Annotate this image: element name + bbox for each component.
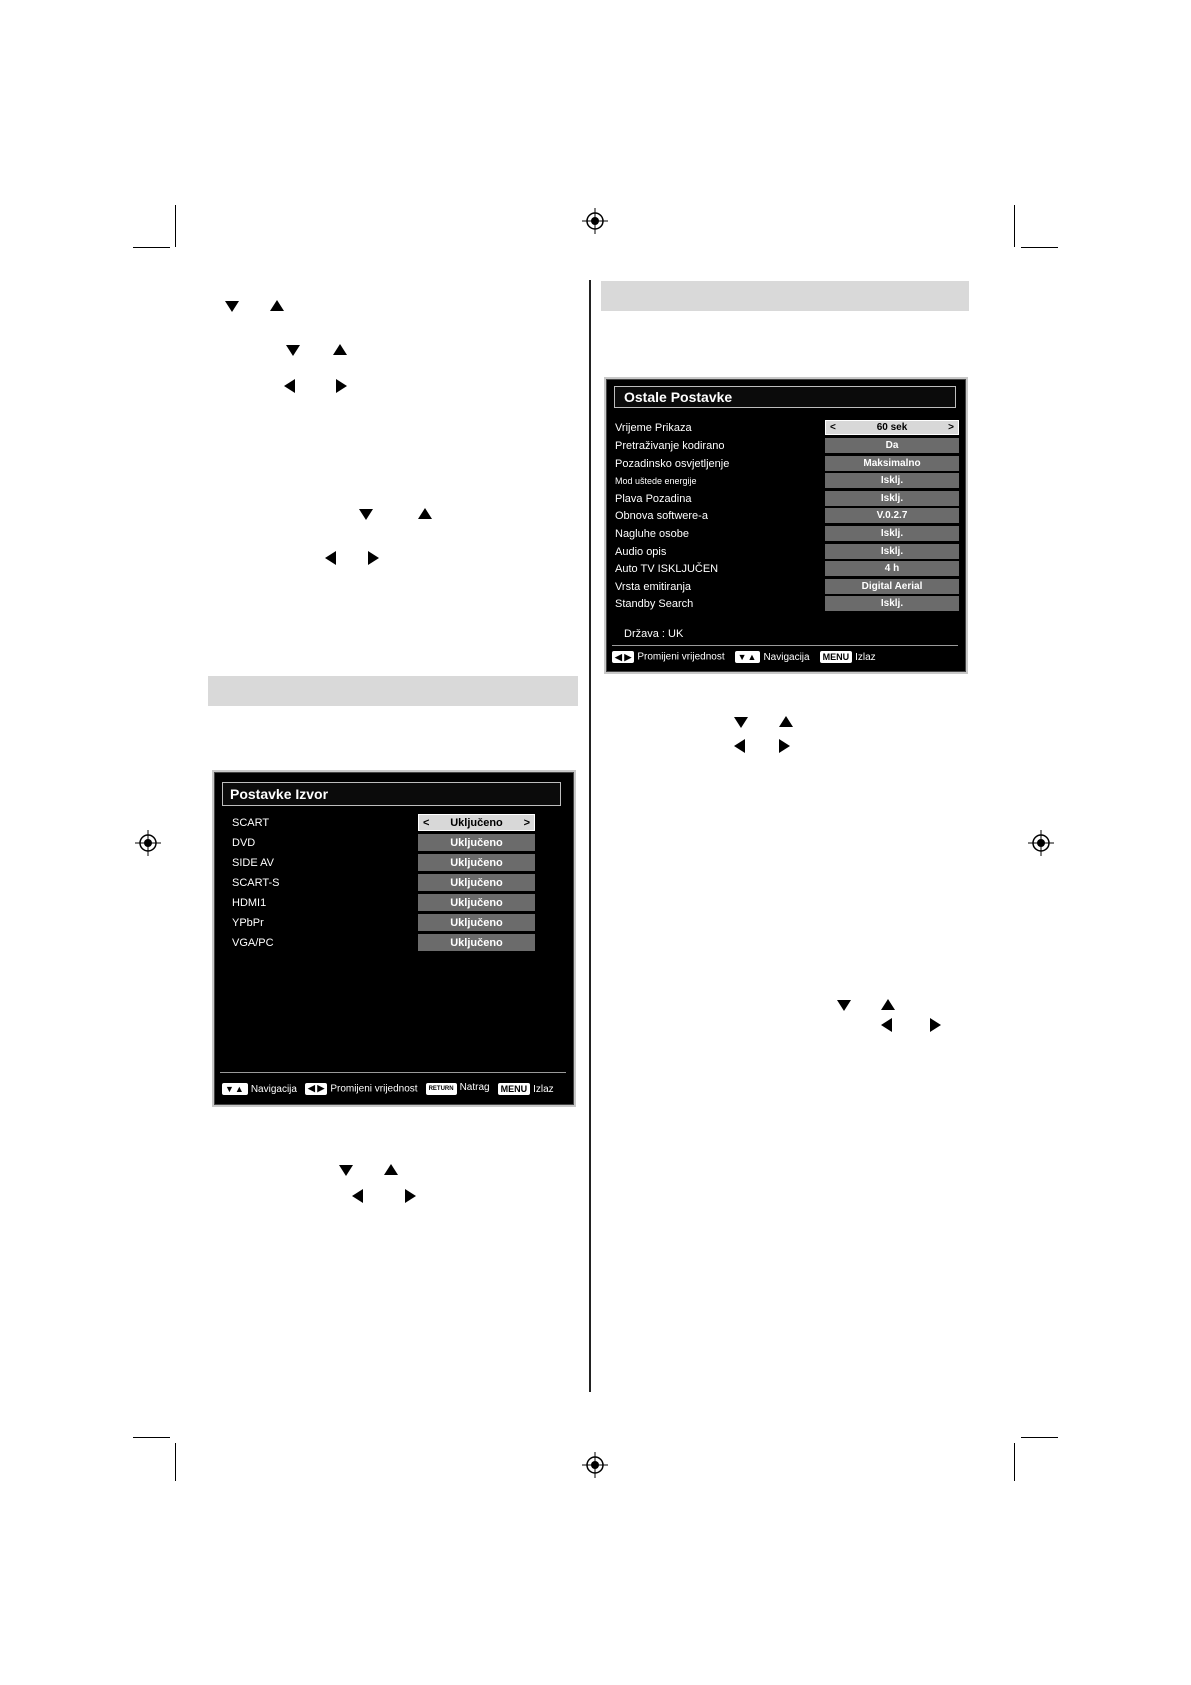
down-triangle-icon	[284, 341, 302, 359]
country-label: Država : UK	[624, 628, 684, 640]
footer-return-hint: RETURN Natrag	[426, 1082, 490, 1095]
setting-row-auto-tv-iskljucen[interactable]	[615, 561, 957, 576]
osd-title	[222, 782, 561, 806]
setting-label: Obnova softwere-a	[615, 509, 708, 522]
source-label: SCART-S	[232, 876, 280, 889]
up-down-key-icon: ▼▲	[735, 651, 761, 663]
right-triangle-icon	[364, 549, 382, 567]
setting-value[interactable]: Digital Aerial	[825, 579, 959, 594]
crop-mark-bottom-left-v	[175, 1443, 176, 1481]
right-triangle-icon	[401, 1187, 419, 1205]
source-label: SCART	[232, 816, 270, 829]
source-label: DVD	[232, 836, 256, 849]
osd-footer	[222, 1082, 554, 1095]
footer-exit-hint: MENU Izlaz	[498, 1083, 554, 1095]
source-row-hdmi1[interactable]	[232, 894, 532, 911]
up-triangle-icon	[331, 341, 349, 359]
left-triangle-icon	[349, 1187, 367, 1205]
source-row-dvd[interactable]	[232, 834, 532, 851]
setting-label: Mod uštede energije	[615, 475, 697, 486]
setting-row-audio-opis[interactable]	[615, 544, 957, 559]
crop-mark-top-right-v	[1014, 205, 1015, 247]
postavke-izvor-screen	[212, 770, 576, 1107]
source-label: VGA/PC	[232, 936, 274, 949]
setting-value-selected[interactable]: < 60 sek >	[825, 420, 959, 435]
setting-row-pretrazivanje-kodirano[interactable]	[615, 438, 957, 453]
setting-label: Vrsta emitiranja	[615, 580, 692, 593]
setting-label: Pozadinsko osvjetljenje	[615, 457, 730, 470]
setting-label: Vrijeme Prikaza	[615, 421, 692, 434]
footer-navigation-hint: ▼▲ Navigacija	[222, 1083, 297, 1095]
source-label: YPbPr	[232, 916, 264, 929]
right-triangle-icon	[332, 377, 350, 395]
crop-mark-top-left-h	[133, 247, 170, 248]
setting-label: Auto TV ISKLJUČEN	[615, 562, 719, 575]
osd-title	[614, 386, 956, 408]
setting-value[interactable]: Isklj.	[825, 544, 959, 559]
setting-row-vrijeme-prikaza[interactable]	[615, 420, 957, 435]
setting-row-obnova-softwere[interactable]	[615, 508, 957, 523]
right-triangle-icon	[926, 1016, 944, 1034]
source-value[interactable]: Uključeno	[418, 874, 535, 891]
source-row-vga-pc[interactable]	[232, 934, 532, 951]
registration-mark-icon	[582, 1452, 608, 1478]
setting-value[interactable]: Isklj.	[825, 526, 959, 541]
down-triangle-icon	[357, 505, 375, 523]
setting-value[interactable]: Isklj.	[825, 473, 959, 488]
return-key-icon: RETURN	[426, 1083, 457, 1095]
crop-mark-top-left-v	[175, 205, 176, 247]
source-row-scart[interactable]	[232, 814, 532, 831]
up-down-key-icon: ▼▲	[222, 1083, 248, 1095]
source-value[interactable]: Uključeno	[418, 834, 535, 851]
down-triangle-icon	[835, 996, 853, 1014]
setting-row-pozadinsko-osvjetljenje[interactable]	[615, 456, 957, 471]
arrow-left-icon[interactable]: <	[423, 816, 430, 829]
footer-divider	[220, 1072, 566, 1073]
source-value[interactable]: Uključeno	[418, 934, 535, 951]
up-triangle-icon	[777, 713, 795, 731]
arrow-right-icon[interactable]: >	[948, 422, 954, 433]
osd-title-text: Ostale Postavke	[624, 389, 733, 405]
source-label: SIDE AV	[232, 856, 274, 869]
footer-navigation-hint: ▼▲ Navigacija	[735, 651, 810, 663]
osd-footer	[612, 651, 876, 663]
left-triangle-icon	[878, 1016, 896, 1034]
menu-key-icon: MENU	[498, 1083, 531, 1095]
registration-mark-icon	[1028, 830, 1054, 856]
source-row-side-av[interactable]	[232, 854, 532, 871]
ostale-postavke-screen	[604, 377, 968, 674]
menu-key-icon: MENU	[820, 651, 853, 663]
up-triangle-icon	[879, 996, 897, 1014]
left-triangle-icon	[731, 737, 749, 755]
column-divider	[589, 280, 591, 1392]
up-triangle-icon	[268, 297, 286, 315]
osd-title-text: Postavke Izvor	[230, 786, 329, 802]
up-triangle-icon	[416, 505, 434, 523]
setting-row-nagluhe-osobe[interactable]	[615, 526, 957, 541]
source-value[interactable]: Uključeno	[418, 914, 535, 931]
footer-change-hint: ◀ ▶ Promijeni vrijednost	[305, 1083, 418, 1095]
setting-value[interactable]: V.0.2.7	[825, 508, 959, 523]
setting-label: Plava Pozadina	[615, 492, 692, 505]
source-value[interactable]: Uključeno	[418, 854, 535, 871]
up-triangle-icon	[382, 1161, 400, 1179]
setting-row-plava-pozadina[interactable]	[615, 491, 957, 506]
setting-label: Audio opis	[615, 545, 667, 558]
setting-value[interactable]: Isklj.	[825, 596, 959, 611]
setting-value[interactable]: Maksimalno	[825, 456, 959, 471]
setting-value[interactable]: 4 h	[825, 561, 959, 576]
crop-mark-top-right-h	[1021, 247, 1058, 248]
down-triangle-icon	[337, 1161, 355, 1179]
setting-row-mod-ustede-energije[interactable]	[615, 473, 957, 488]
source-label: HDMI1	[232, 896, 267, 909]
left-triangle-icon	[281, 377, 299, 395]
footer-exit-hint: MENU Izlaz	[820, 651, 876, 663]
down-triangle-icon	[732, 713, 750, 731]
registration-mark-icon	[135, 830, 161, 856]
crop-mark-bottom-right-h	[1021, 1437, 1058, 1438]
setting-label: Standby Search	[615, 597, 694, 610]
setting-label: Pretraživanje kodirano	[615, 439, 725, 452]
section-heading-bar	[601, 281, 969, 311]
setting-row-standby-search[interactable]	[615, 596, 957, 611]
source-row-scart-s[interactable]	[232, 874, 532, 891]
footer-divider	[612, 645, 958, 646]
crop-mark-bottom-left-h	[133, 1437, 170, 1438]
right-triangle-icon	[775, 737, 793, 755]
setting-value[interactable]: Isklj.	[825, 491, 959, 506]
setting-value[interactable]: Da	[825, 438, 959, 453]
footer-change-hint: ◀ ▶ Promijeni vrijednost	[612, 651, 725, 663]
down-triangle-icon	[223, 297, 241, 315]
source-value[interactable]: Uključeno	[418, 894, 535, 911]
source-row-ypbpr[interactable]	[232, 914, 532, 931]
setting-label: Nagluhe osobe	[615, 527, 690, 540]
arrow-left-icon[interactable]: <	[830, 422, 836, 433]
section-heading-bar	[208, 676, 578, 706]
left-triangle-icon	[322, 549, 340, 567]
registration-mark-icon	[582, 208, 608, 234]
left-right-key-icon: ◀ ▶	[612, 651, 634, 663]
setting-row-vrsta-emitiranja[interactable]	[615, 579, 957, 594]
source-value-selected[interactable]: < Uključeno >	[418, 814, 535, 831]
crop-mark-bottom-right-v	[1014, 1443, 1015, 1481]
left-right-key-icon: ◀ ▶	[305, 1083, 327, 1095]
arrow-right-icon[interactable]: >	[523, 816, 530, 829]
